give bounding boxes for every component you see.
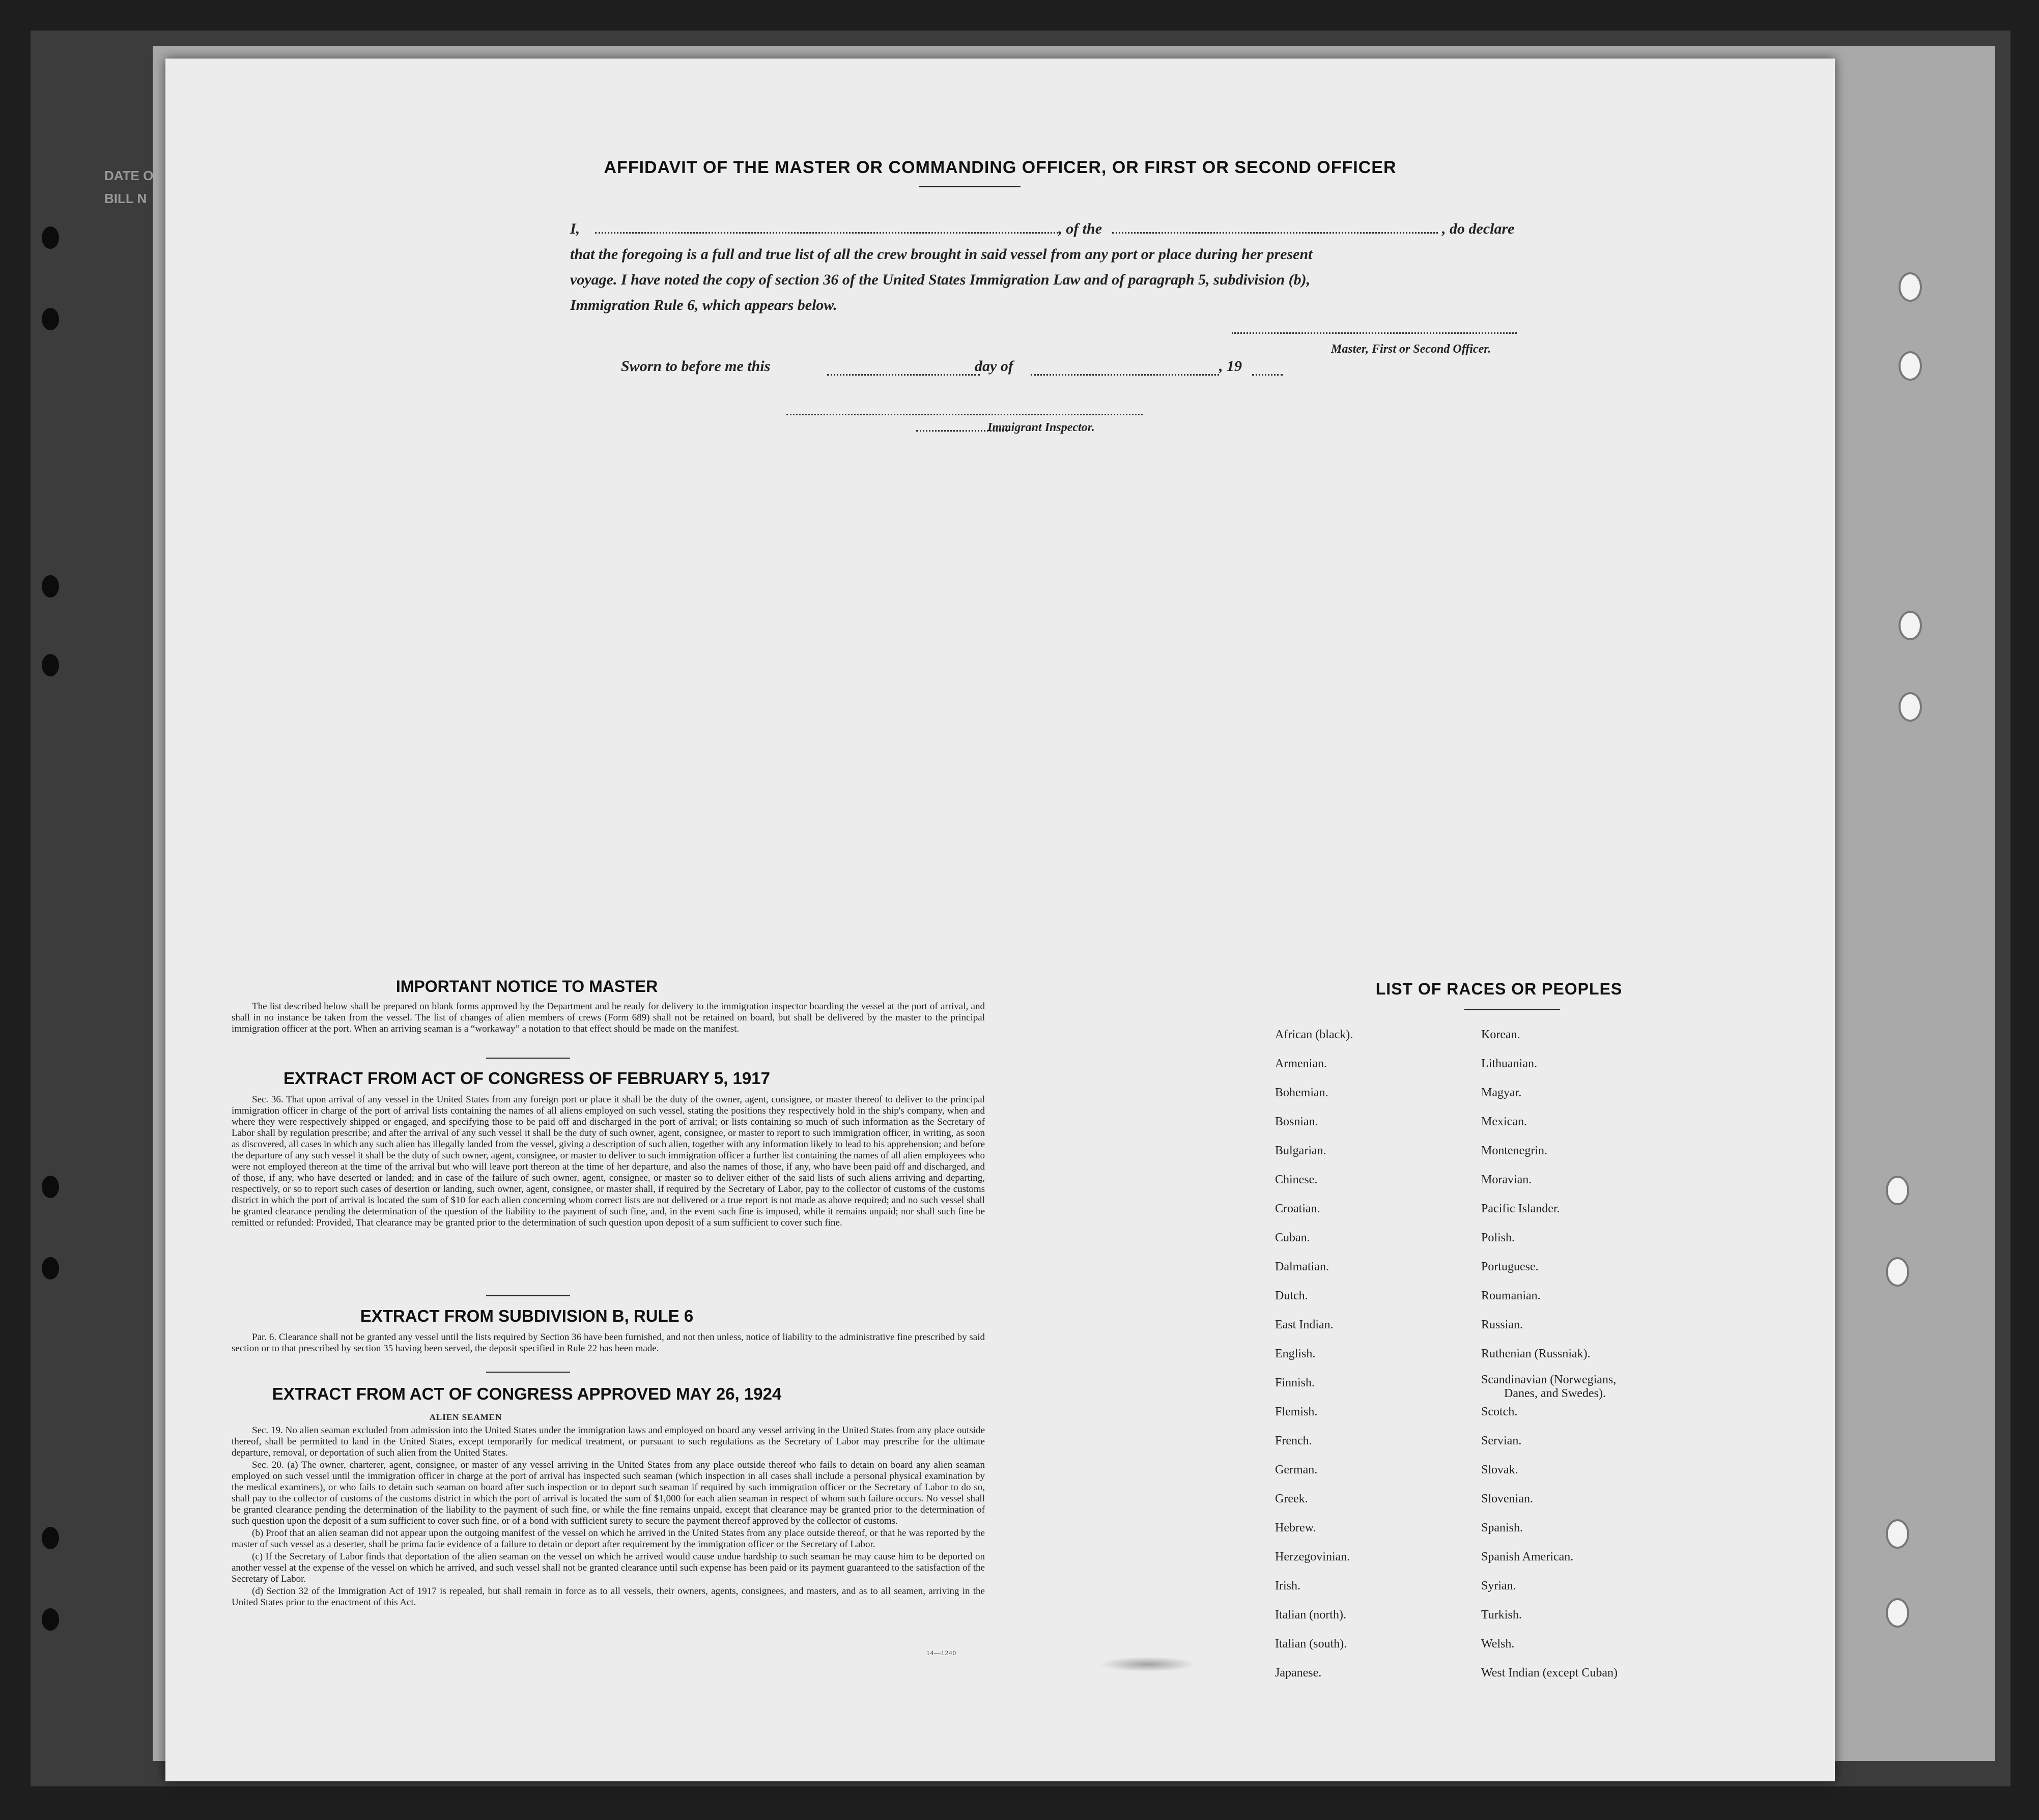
race-item: Croatian. bbox=[1275, 1202, 1320, 1215]
binder-hole bbox=[42, 308, 59, 330]
name-blank bbox=[595, 228, 1058, 234]
year-label: , 19 bbox=[1219, 358, 1242, 375]
race-item: Armenian. bbox=[1275, 1057, 1327, 1070]
race-item: Lithuanian. bbox=[1481, 1057, 1537, 1070]
section-paragraph: (c) If the Secretary of Labor finds that deportation of the alien seaman on the vessel on which he arrived would cause undue hardship to such seaman he may cause him to be deported on another vessel at the expense of the vessel on which he arrived, and such vessel shall not be granted clearance until such expense has been paid or its payment guaranteed to the satisfaction of the Secretary of Labor. bbox=[232, 1551, 985, 1584]
declaration-text-line: that the foregoing is a full and true list of all the crew brought in said vessel from any port or place during her present bbox=[570, 246, 1313, 263]
sworn-label: Sworn to before me this bbox=[621, 358, 771, 375]
sworn-day-blank bbox=[827, 370, 980, 376]
race-item: Italian (south). bbox=[1275, 1637, 1347, 1651]
extract-rule6-text: Par. 6. Clearance shall not be granted any vessel until the lists required by Section 36 have been furnished, and not then unless, notice of liability to the administrative fine prescribed by said section or to that prescribed by section 35 having been served, the deposit specified in Rule 22 has been made. bbox=[232, 1332, 985, 1354]
race-item: Ruthenian (Russniak). bbox=[1481, 1347, 1591, 1360]
section-paragraph: (b) Proof that an alien seaman did not appear upon the outgoing manifest of the vessel on which he arrived in the United States from any place outside thereof, or that he was reported by the master of such vessel as a deserter, shall be prima facie evidence of a failure to detain or deport after requirement by the immigration officer or the Secretary of Labor. bbox=[232, 1528, 985, 1550]
race-item: Bohemian. bbox=[1275, 1086, 1328, 1099]
i-label: I, bbox=[570, 220, 580, 237]
race-item: Greek. bbox=[1275, 1492, 1308, 1505]
race-item: Dalmatian. bbox=[1275, 1260, 1329, 1273]
binder-hole bbox=[1899, 272, 1922, 302]
binder-hole bbox=[42, 1527, 59, 1549]
binder-hole bbox=[42, 575, 59, 598]
race-item: Pacific Islander. bbox=[1481, 1202, 1560, 1215]
binder-hole bbox=[42, 1257, 59, 1279]
race-item: Scotch. bbox=[1481, 1405, 1518, 1418]
declare-label: , do declare bbox=[1442, 220, 1515, 237]
race-item: Syrian. bbox=[1481, 1579, 1516, 1592]
affidavit-title: AFFIDAVIT OF THE MASTER OR COMMANDING OFFICER, OR FIRST OR SECOND OFFICER bbox=[604, 158, 1397, 177]
races-title: LIST OF RACES OR PEOPLES bbox=[1375, 980, 1623, 998]
race-item: Dutch. bbox=[1275, 1289, 1308, 1302]
race-item: Spanish. bbox=[1481, 1521, 1523, 1534]
races-title-rule bbox=[1464, 1009, 1560, 1010]
notice-text: The list described below shall be prepared on blank forms approved by the Department and be ready for delivery to the immigration inspector boarding the vessel at the port of arrival, and shall in no instance be taken from the vessel. The list of changes of alien members of crews (Form 689) shall not be retained on board, but shall be delivered by the master to the principal immigration officer at the port. When an arriving seaman is a “workaway” a notation to that effect should be made on the manifest. bbox=[232, 1001, 985, 1034]
binder-hole bbox=[1886, 1519, 1909, 1549]
stub-date-label: DATE O bbox=[104, 168, 154, 183]
race-item: Montenegrin. bbox=[1481, 1144, 1547, 1157]
race-item: Mexican. bbox=[1481, 1115, 1527, 1128]
race-item: Russian. bbox=[1481, 1318, 1523, 1331]
section-rule bbox=[486, 1295, 570, 1296]
title-rule bbox=[919, 186, 1021, 187]
binder-hole bbox=[1886, 1598, 1909, 1628]
section-rule bbox=[486, 1058, 570, 1059]
race-item: Spanish American. bbox=[1481, 1550, 1574, 1563]
race-item: Korean. bbox=[1481, 1028, 1520, 1041]
race-item: English. bbox=[1275, 1347, 1316, 1360]
section-rule bbox=[486, 1372, 570, 1373]
race-item: West Indian (except Cuban) bbox=[1481, 1666, 1618, 1680]
race-item: Bosnian. bbox=[1275, 1115, 1318, 1128]
race-item: Moravian. bbox=[1481, 1173, 1532, 1186]
race-item: Cuban. bbox=[1275, 1231, 1310, 1244]
race-item: Welsh. bbox=[1481, 1637, 1515, 1651]
declaration-text-line: Immigration Rule 6, which appears below. bbox=[570, 297, 837, 314]
stub-bill-label: BILL N bbox=[104, 191, 147, 206]
binder-hole bbox=[42, 654, 59, 676]
section-paragraph: Sec. 20. (a) The owner, charterer, agent, consignee, or master of any vessel arriving in the United States from any place outside thereof who fails to detain on board any alien seaman employed on such vessel until the immigration officer in charge at the port of arrival has inspected such seaman (which inspection in all cases shall include a personal physical examination by the medical examiners), or who fails to detain such seaman on board after such inspection or to deport such seaman if required by such immigration officer or the Secretary of Labor to do so, shall pay to the collector of customs of the customs district in which the port of arrival is located the sum of $1,000 for each alien seaman in respect of whom such failure occurs. No vessel shall be granted clearance pending the determination of the liability to the payment of such fine, or while the fine remains unpaid, except that clearance may be granted prior to the determination of such question upon the deposit of a sum sufficient to cover such fine, or of a bond with sufficient surety to secure the payment thereof approved by the collector of customs. bbox=[232, 1460, 985, 1526]
race-item: French. bbox=[1275, 1434, 1312, 1447]
day-of-label: day of bbox=[975, 358, 1013, 375]
binder-hole bbox=[1899, 692, 1922, 722]
race-item: Magyar. bbox=[1481, 1086, 1522, 1099]
race-item: Flemish. bbox=[1275, 1405, 1318, 1418]
vessel-blank bbox=[1112, 228, 1438, 234]
inspector-label: Immigrant Inspector. bbox=[987, 421, 1095, 434]
declaration-text-line: voyage. I have noted the copy of section 36 of the United States Immigration Law and of paragraph 5, subdivision (b), bbox=[570, 271, 1311, 288]
race-item: Slovenian. bbox=[1481, 1492, 1533, 1505]
race-item: Irish. bbox=[1275, 1579, 1300, 1592]
extract-1917-text: Sec. 36. That upon arrival of any vessel in the United States from any foreign port or place it shall be the duty of the owner, agent, consignee, or master thereof to deliver to the principal immigration officer in charge of the port of arrival lists containing the names of all aliens employed on such vessel, stating the positions they respectively hold in the ship's company, when and where they were respectively shipped or engaged, and specifying those to be paid off and discharged in the port of arrival; or lists containing so much of such information as the Secretary of Labor shall by regulation prescribe; and after the arrival of any such vessel it shall be the duty of such owner, agent, consignee, or master to report to such immigration officer, in writing, as soon as discovered, all cases in which any such alien has illegally landed from the vessel, giving a description of such alien, together with any information likely to lead to his apprehension; and before the departure of any such vessel it shall be the duty of such owner, agent, consignee, or master to deliver to such immigration officer a further list containing the names of all alien employees who were not employed thereon at the time of the arrival but who will leave port thereon at the time of her departure, and also the names of those, if any, who have been paid off and discharged, and of those, if any, who have deserted or landed; and in case of the failure of such owner, agent, consignee, or master so to deliver either of the said lists of such aliens arriving and departing, respectively, or so to report such cases of desertion or landing, such owner, agent, consignee, or master shall, if required by the Secretary of Labor, pay to the collector of customs of the customs district in which the port of arrival is located the sum of $10 for each alien concerning whom correct lists are not delivered or a true report is not made as above required; and no such vessel shall be granted clearance pending the determination of the question of the liability to the payment of such fine, and, in the event such fine is imposed, while it remains unpaid; nor shall such fine be remitted or refunded: Provided, That clearance may be granted prior to the determination of such question upon deposit of a sum sufficient to cover such fine. bbox=[232, 1094, 985, 1228]
notice-title: IMPORTANT NOTICE TO MASTER bbox=[395, 977, 658, 996]
race-item-continuation: Danes, and Swedes). bbox=[1504, 1387, 1606, 1400]
race-item: Italian (north). bbox=[1275, 1608, 1346, 1622]
section-paragraph: Sec. 19. No alien seaman excluded from admission into the United States under the immigration laws and employed on board any vessel arriving in the United States from any place outside thereof, shall be permitted to land in the United States, except temporarily for medical treatment, or pursuant to such regulations as the Secretary of Labor may prescribe for the ultimate departure, removal, or deportation of such alien from the United States. bbox=[232, 1425, 985, 1458]
race-item: East Indian. bbox=[1275, 1318, 1334, 1331]
binder-hole bbox=[42, 1608, 59, 1631]
race-item: Bulgarian. bbox=[1275, 1144, 1326, 1157]
extract-rule6-title: EXTRACT FROM SUBDIVISION B, RULE 6 bbox=[360, 1306, 694, 1325]
race-item: Herzegovinian. bbox=[1275, 1550, 1350, 1563]
extract-1924-title: EXTRACT FROM ACT OF CONGRESS APPROVED MAY 26, 1924 bbox=[272, 1384, 782, 1403]
race-item: Japanese. bbox=[1275, 1666, 1322, 1680]
of-the-label: , of the bbox=[1058, 220, 1102, 237]
affidavit-body bbox=[570, 216, 1731, 318]
binder-hole bbox=[42, 1176, 59, 1198]
form-code: 14—1240 bbox=[926, 1649, 956, 1657]
race-item: Servian. bbox=[1481, 1434, 1522, 1447]
binder-hole bbox=[1899, 351, 1922, 381]
binder-hole bbox=[1886, 1176, 1909, 1205]
affidavit-page bbox=[165, 59, 1835, 1781]
sworn-year-blank bbox=[1252, 370, 1283, 376]
extract-1917-title: EXTRACT FROM ACT OF CONGRESS OF FEBRUARY 5, 1917 bbox=[284, 1069, 770, 1088]
race-item: Chinese. bbox=[1275, 1173, 1318, 1186]
master-signature-line bbox=[1232, 328, 1517, 334]
alien-seamen-subtitle: ALIEN SEAMEN bbox=[429, 1412, 502, 1422]
section-paragraph: (d) Section 32 of the Immigration Act of 1917 is repealed, but shall remain in force as to all vessels, their owners, agents, consignees, and masters, and as to all seamen, arriving in the United States prior to the enactment of this Act. bbox=[232, 1586, 985, 1608]
binder-hole bbox=[42, 226, 59, 249]
declaration-line bbox=[570, 216, 1731, 242]
sworn-month-blank bbox=[1031, 370, 1219, 376]
race-item: Hebrew. bbox=[1275, 1521, 1316, 1534]
binder-hole bbox=[1886, 1257, 1909, 1287]
binder-hole bbox=[1899, 611, 1922, 640]
ink-smudge bbox=[1099, 1657, 1196, 1672]
inspector-signature-line bbox=[786, 410, 1143, 415]
race-item: Roumanian. bbox=[1481, 1289, 1541, 1302]
extract-1924-text bbox=[232, 1425, 985, 1609]
race-item: German. bbox=[1275, 1463, 1318, 1476]
race-item: Turkish. bbox=[1481, 1608, 1522, 1622]
race-item: Polish. bbox=[1481, 1231, 1515, 1244]
race-item: Slovak. bbox=[1481, 1463, 1518, 1476]
master-label: Master, First or Second Officer. bbox=[1331, 343, 1491, 356]
race-item: Scandinavian (Norwegians, bbox=[1481, 1373, 1617, 1386]
race-item: Finnish. bbox=[1275, 1376, 1315, 1389]
race-item: Portuguese. bbox=[1481, 1260, 1539, 1273]
race-item: African (black). bbox=[1275, 1028, 1353, 1041]
